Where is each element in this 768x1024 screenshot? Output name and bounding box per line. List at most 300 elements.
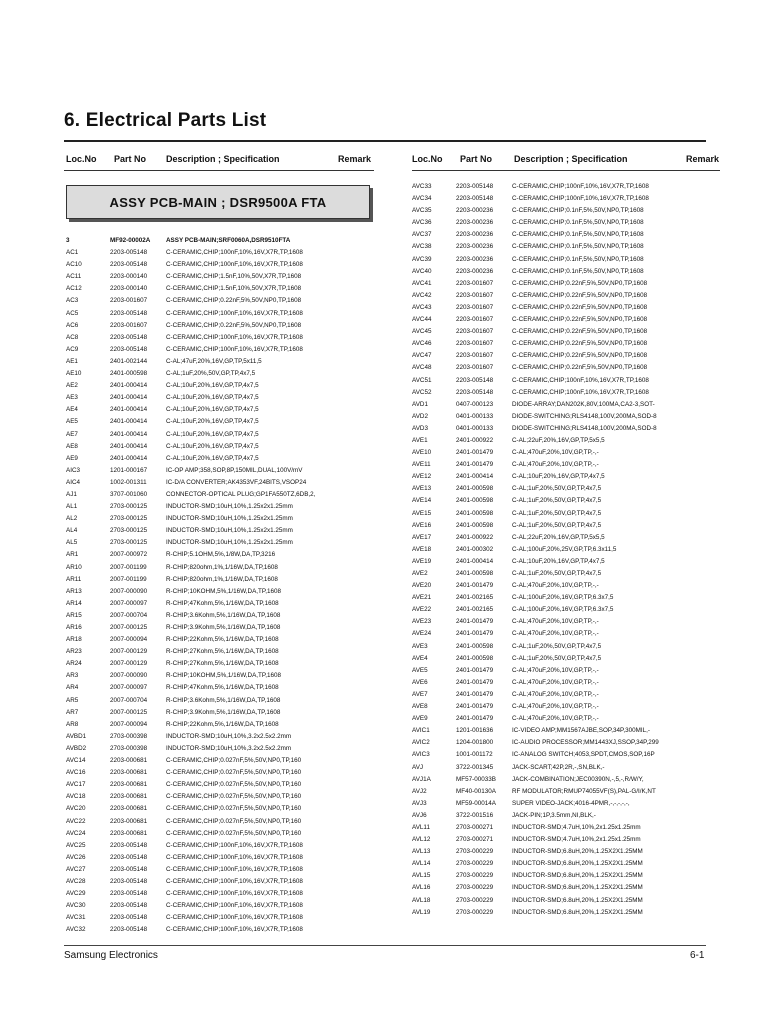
row-loc-no: AE10 (66, 370, 82, 378)
row-description: INDUCTOR-SMD;4.7uH,10%,2x1.25x1.25mm (512, 836, 641, 844)
row-part-no: 2401-000922 (456, 533, 494, 541)
row-description: C-AL;1uF,20%,50V,GP,TP,4x7,5 (512, 485, 602, 493)
table-row (64, 888, 374, 900)
row-part-no: 2007-000097 (110, 684, 148, 692)
row-part-no: 2401-000414 (110, 394, 148, 402)
table-row (412, 483, 720, 495)
row-description: C-CERAMIC,CHIP;0.027nF,5%,50V,NP0,TP,160 (166, 793, 302, 801)
row-description: C-AL;10uF,20%,16V,GP,TP,4x7,5 (166, 430, 259, 438)
row-part-no: 2703-000125 (110, 527, 148, 535)
row-part-no: 2007-000704 (110, 696, 148, 704)
table-row (412, 858, 720, 870)
row-part-no: 2401-000922 (456, 436, 494, 444)
row-loc-no: AL1 (66, 503, 78, 511)
table-row (64, 682, 374, 694)
row-description: C-CERAMIC,CHIP;0.027nF,5%,50V,NP0,TP,160 (166, 781, 302, 789)
row-description: INDUCTOR-SMD;4.7uH,10%,2x1.25x1.25mm (512, 823, 641, 831)
row-description: INDUCTOR-SMD;6.8uH,20%,1.25X2X1.25MM (512, 872, 643, 880)
left-column (64, 146, 374, 936)
table-row (64, 259, 374, 271)
row-description: DIODE-SWITCHING;RLS4148,100V,200MA,SOD-8 (512, 412, 657, 420)
table-row (412, 508, 720, 520)
row-loc-no: AVC14 (66, 757, 86, 765)
table-row (412, 362, 720, 374)
table-row (64, 646, 374, 658)
row-part-no: 2703-000229 (456, 872, 494, 880)
table-row (412, 411, 720, 423)
table-row (412, 677, 720, 689)
row-loc-no: AR1 (66, 551, 79, 559)
row-part-no: 3722-001516 (456, 811, 494, 819)
table-row (64, 525, 374, 537)
row-part-no: 2203-000681 (110, 781, 148, 789)
table-row (412, 338, 720, 350)
row-description: R-CHIP;3.6Kohm,5%,1/16W,DA,TP,1608 (166, 696, 281, 704)
row-loc-no: AVC43 (412, 303, 432, 311)
row-part-no: 2203-005148 (456, 183, 494, 190)
row-loc-no: AVE2 (412, 570, 428, 577)
row-description: C-AL;470uF,20%,10V,GP,TP,-,- (512, 461, 599, 469)
table-row (412, 628, 720, 640)
row-description: JACK-COMBINATION;JEC00390N,-,5,-,R/W/Y, (512, 775, 644, 783)
row-loc-no: AE7 (66, 430, 78, 438)
table-row (412, 447, 720, 459)
table-row (412, 774, 720, 786)
row-part-no: 2401-001479 (456, 678, 494, 686)
row-loc-no: AVIC3 (412, 751, 430, 759)
table-row (412, 290, 720, 302)
row-description: C-CERAMIC,CHIP;0.22nF,5%,50V,NP0,TP,1608 (166, 321, 302, 329)
row-loc-no: AVE12 (412, 473, 432, 481)
row-part-no: 2401-000598 (456, 509, 494, 517)
row-description: C-AL;470uF,20%,10V,GP,TP,-,- (512, 678, 599, 686)
row-description: C-CERAMIC,CHIP;0.22nF,5%,50V,NP0,TP,1608 (512, 303, 648, 311)
table-row (64, 562, 374, 574)
row-part-no: MF40-00130A (456, 787, 496, 795)
row-description: C-CERAMIC,CHIP;0.1nF,5%,50V,NP0,TP,1608 (512, 267, 644, 275)
row-part-no: MF92-00002A (110, 237, 151, 244)
row-part-no: 2401-001479 (456, 630, 494, 638)
row-loc-no: AVL15 (412, 872, 431, 880)
row-part-no: 2401-001479 (456, 715, 494, 723)
row-description: C-AL;10uF,20%,16V,GP,TP,4x7,5 (166, 418, 259, 426)
table-row (64, 356, 374, 368)
row-description: C-AL;1uF,20%,50V,GP,TP,4x7,5 (512, 642, 602, 650)
row-part-no: MF57-00033B (456, 775, 496, 783)
row-loc-no: AVL18 (412, 896, 431, 904)
row-loc-no: AVE18 (412, 545, 432, 553)
row-part-no: 2203-000236 (456, 207, 494, 215)
row-loc-no: AE9 (66, 454, 78, 462)
row-loc-no: AC5 (66, 309, 79, 317)
row-part-no: 2203-001607 (456, 303, 494, 311)
row-description: C-CERAMIC,CHIP;100nF,10%,16V,X7R,TP,1608 (166, 865, 303, 873)
right-parts-list (412, 181, 720, 919)
table-row (64, 477, 374, 489)
row-loc-no: AVL16 (412, 884, 431, 892)
table-row (412, 907, 720, 919)
row-part-no: 2703-000271 (456, 836, 494, 844)
row-description: C-CERAMIC,CHIP;0.1nF,5%,50V,NP0,TP,1608 (512, 207, 644, 215)
row-part-no: 2203-000140 (110, 285, 148, 293)
row-description: C-AL;470uF,20%,10V,GP,TP,-,- (512, 582, 599, 590)
row-description: R-CHIP;3.6Kohm,5%,1/16W,DA,TP,1608 (166, 611, 281, 619)
table-row (412, 749, 720, 761)
table-row (64, 283, 374, 295)
table-row (412, 762, 720, 774)
row-part-no: 1201-000167 (110, 466, 148, 474)
row-description: C-CERAMIC,CHIP;0.1nF,5%,50V,NP0,TP,1608 (512, 255, 644, 263)
row-description: R-CHIP;27Kohm,5%,1/16W,DA,TP,1608 (166, 660, 279, 668)
row-loc-no: AVE7 (412, 690, 428, 698)
row-description: C-AL;10uF,20%,16V,GP,TP,4x7,5 (512, 557, 605, 565)
table-row (64, 247, 374, 259)
row-description: INDUCTOR-SMD;6.8uH,20%,1.25X2X1.25MM (512, 884, 643, 892)
row-description: JACK-PIN;1P,3.5mm,NI,BLK,- (512, 811, 596, 819)
table-row (412, 834, 720, 846)
row-part-no: 2401-002144 (110, 357, 148, 365)
row-description: C-CERAMIC,CHIP;100nF,10%,16V,X7R,TP,1608 (166, 345, 303, 353)
table-row (64, 767, 374, 779)
row-loc-no: AVC45 (412, 328, 432, 336)
table-row (412, 350, 720, 362)
row-description: C-AL;470uF,20%,10V,GP,TP,-,- (512, 690, 599, 698)
row-part-no: 2203-005148 (110, 902, 148, 910)
row-loc-no: AR4 (66, 684, 79, 692)
row-part-no: MF59-00014A (456, 799, 496, 807)
row-description: C-CERAMIC,CHIP;100nF,10%,16V,X7R,TP,1608 (512, 195, 649, 203)
table-row (64, 610, 374, 622)
row-description: INDUCTOR-SMD;6.8uH,20%,1.25X2X1.25MM (512, 896, 643, 904)
table-row (412, 616, 720, 628)
row-loc-no: AVC16 (66, 769, 86, 777)
row-loc-no: AVE3 (412, 642, 428, 650)
row-part-no: 2401-000598 (456, 485, 494, 493)
table-row (412, 882, 720, 894)
table-row (412, 665, 720, 677)
row-loc-no: AVC31 (66, 914, 86, 922)
row-part-no: 2007-000090 (110, 672, 148, 680)
row-description: INDUCTOR-SMD;6.8uH,20%,1.25X2X1.25MM (512, 860, 643, 868)
row-loc-no: AR5 (66, 696, 79, 704)
row-loc-no: AVC33 (412, 183, 432, 190)
table-row (64, 634, 374, 646)
row-part-no: 2401-000302 (456, 545, 494, 553)
row-description: R-CHIP;820ohm,1%,1/16W,DA,TP,1608 (166, 563, 278, 571)
row-part-no: 2401-001479 (456, 618, 494, 626)
row-description: C-AL;1uF,20%,50V,GP,TP,4x7,5 (512, 497, 602, 505)
footer-rule (64, 945, 706, 946)
row-loc-no: AVC28 (66, 877, 86, 885)
row-loc-no: AJ1 (66, 490, 77, 498)
row-loc-no: AVE23 (412, 618, 432, 626)
row-description: R-CHIP;27Kohm,5%,1/16W,DA,TP,1608 (166, 648, 279, 656)
row-loc-no: AVJ (412, 763, 424, 771)
row-description: C-AL;470uF,20%,10V,GP,TP,-,- (512, 449, 599, 457)
row-part-no: 2401-002165 (456, 594, 494, 602)
table-row (64, 574, 374, 586)
row-loc-no: AVC30 (66, 902, 86, 910)
row-loc-no: AVC41 (412, 279, 432, 287)
row-description: C-CERAMIC,CHIP;0.1nF,5%,50V,NP0,TP,1608 (512, 231, 644, 239)
table-row (412, 568, 720, 580)
row-part-no: 2203-001607 (456, 328, 494, 336)
row-description: C-CERAMIC,CHIP;100nF,10%,16V,X7R,TP,1608 (166, 841, 303, 849)
row-part-no: 2007-000094 (110, 720, 148, 728)
row-part-no: 2203-000236 (456, 255, 494, 263)
table-row (64, 416, 374, 428)
table-row (412, 895, 720, 907)
row-description: C-AL;1uF,20%,50V,GP,TP,4x7,5 (512, 654, 602, 662)
row-part-no: 2401-001479 (456, 449, 494, 457)
row-description: C-AL;1uF,20%,50V,GP,TP,4x7,5 (512, 509, 602, 517)
row-part-no: 2401-000414 (456, 557, 494, 565)
row-description: C-CERAMIC,CHIP;0.027nF,5%,50V,NP0,TP,160 (166, 805, 302, 813)
row-loc-no: AVC34 (412, 195, 432, 203)
row-description: C-AL;1uF,20%,50V,GP,TP,4x7,5 (512, 521, 602, 529)
row-description: INDUCTOR-SMD;10uH,10%,3.2x2.5x2.2mm (166, 744, 292, 752)
row-description: INDUCTOR-SMD;10uH,10%,3.2x2.5x2.2mm (166, 732, 292, 740)
row-description: C-CERAMIC,CHIP;1.5nF,10%,50V,X7R,TP,1608 (166, 273, 302, 281)
row-loc-no: AVC37 (412, 231, 432, 239)
row-description: R-CHIP;820ohm,1%,1/16W,DA,TP,1608 (166, 575, 278, 583)
row-description: C-AL;10uF,20%,16V,GP,TP,4x7,5 (512, 473, 605, 481)
table-row (64, 380, 374, 392)
table-row (64, 513, 374, 525)
row-description: R-CHIP;10KOHM,5%,1/16W,DA,TP,1608 (166, 672, 282, 680)
row-part-no: 2203-005148 (110, 890, 148, 898)
row-loc-no: AVC18 (66, 793, 86, 801)
row-loc-no: AVC35 (412, 207, 432, 215)
row-description: IC-VIDEO AMP;MM1567AJBE,SOP,34P,300MIL,- (512, 727, 651, 735)
table-row (64, 344, 374, 356)
row-loc-no: AL2 (66, 515, 78, 523)
row-part-no: 1204-001800 (456, 739, 494, 747)
table-row (64, 707, 374, 719)
row-description: C-CERAMIC,CHIP;0.22nF,5%,50V,NP0,TP,1608 (512, 340, 648, 348)
table-row (412, 556, 720, 568)
row-part-no: 2203-000681 (110, 829, 148, 837)
row-description: C-AL;1uF,20%,50V,GP,TP,4x7,5 (512, 570, 602, 577)
row-description: SUPER VIDEO-JACK;4016-4PMR,-,-,-,-,-, (512, 799, 630, 807)
row-part-no: 2203-000681 (110, 793, 148, 801)
row-part-no: 2203-000681 (110, 805, 148, 813)
row-loc-no: AVE17 (412, 533, 432, 541)
row-description: C-CERAMIC,CHIP;100nF,10%,16V,X7R,TP,1608 (166, 853, 303, 861)
table-row (64, 235, 374, 247)
row-description: C-CERAMIC,CHIP;0.22nF,5%,50V,NP0,TP,1608 (512, 291, 648, 299)
table-row (412, 870, 720, 882)
row-description: RF MODULATOR;RMUP74055VF(S),PAL-G/I/K,NT (512, 787, 656, 795)
row-loc-no: AVE6 (412, 678, 428, 686)
row-loc-no: AVC27 (66, 865, 86, 873)
row-loc-no: AL4 (66, 527, 78, 535)
row-part-no: 2401-001479 (456, 461, 494, 469)
row-loc-no: AVE20 (412, 582, 432, 590)
row-part-no: 2401-000414 (110, 442, 148, 450)
row-loc-no: AR18 (66, 636, 82, 644)
row-part-no: 2401-000598 (456, 654, 494, 662)
row-loc-no: AR16 (66, 624, 82, 631)
row-loc-no: AVJ1A (412, 775, 431, 783)
row-part-no: 2203-001607 (456, 364, 494, 372)
row-description: INDUCTOR-SMD;10uH,10%,1.25x2x1.25mm (166, 527, 293, 535)
row-part-no: 2203-000236 (456, 219, 494, 227)
row-loc-no: AVJ6 (412, 811, 427, 819)
row-part-no: 2007-000090 (110, 587, 148, 595)
row-loc-no: AVJ2 (412, 787, 427, 795)
row-part-no: 2203-000681 (110, 757, 148, 765)
table-row (64, 368, 374, 380)
row-part-no: 2203-005148 (456, 388, 494, 396)
table-row (412, 435, 720, 447)
row-part-no: 2203-005148 (110, 261, 148, 269)
row-part-no: 2703-000229 (456, 896, 494, 904)
table-row (64, 670, 374, 682)
row-part-no: 2203-005148 (110, 249, 148, 257)
row-part-no: 2401-000414 (110, 454, 148, 462)
table-header (412, 146, 720, 164)
table-row (64, 658, 374, 670)
row-part-no: 2203-001607 (456, 279, 494, 287)
row-description: C-CERAMIC,CHIP;100nF,10%,16V,X7R,TP,1608 (166, 902, 303, 910)
row-part-no: 2703-000229 (456, 908, 494, 916)
row-part-no: 2203-000236 (456, 243, 494, 251)
assy-title-box: ASSY PCB-MAIN ; DSR9500A FTA (66, 185, 370, 219)
table-row (412, 846, 720, 858)
row-loc-no: AVE16 (412, 521, 432, 529)
row-description: C-AL;10uF,20%,16V,GP,TP,4x7,5 (166, 394, 259, 402)
table-row (412, 798, 720, 810)
row-loc-no: AVC24 (66, 829, 86, 837)
row-part-no: 2203-005148 (110, 345, 148, 353)
table-row (412, 314, 720, 326)
row-part-no: 2203-000681 (110, 769, 148, 777)
row-part-no: 2007-001199 (110, 563, 147, 571)
row-description: C-CERAMIC,CHIP;100nF,10%,16V,X7R,TP,1608 (166, 261, 303, 269)
footer-page-number: 6-1 (690, 950, 705, 961)
row-description: CONNECTOR-OPTICAL PLUG;GP1FA550TZ,6DB,2, (166, 490, 316, 498)
row-loc-no: AR23 (66, 648, 82, 656)
row-part-no: 2203-005148 (110, 877, 148, 885)
table-row (412, 266, 720, 278)
row-description: INDUCTOR-SMD;10uH,10%,1.25x2x1.25mm (166, 539, 293, 547)
row-part-no: 2703-000125 (110, 515, 148, 523)
table-row (412, 520, 720, 532)
row-loc-no: AVC46 (412, 340, 432, 348)
row-description: R-CHIP;5.1OHM,5%,1/8W,DA,TP,3216 (166, 551, 276, 559)
row-loc-no: AC3 (66, 297, 79, 305)
row-description: C-CERAMIC,CHIP;100nF,10%,16V,X7R,TP,1608 (166, 309, 303, 317)
table-row (64, 320, 374, 332)
row-description: C-AL;100uF,20%,16V,GP,TP,6.3x7,5 (512, 594, 614, 602)
row-loc-no: AR7 (66, 708, 79, 716)
table-row (64, 622, 374, 634)
row-loc-no: AVE8 (412, 703, 428, 711)
row-part-no: 2007-000972 (110, 551, 148, 559)
row-loc-no: AVC25 (66, 841, 86, 849)
row-loc-no: AVE4 (412, 654, 428, 662)
row-description: JACK-SCART;42P,2R,-,SN,BLK,- (512, 763, 605, 771)
left-parts-list (64, 235, 374, 936)
row-part-no: 2401-001479 (456, 690, 494, 698)
row-description: C-AL;10uF,20%,16V,GP,TP,4x7,5 (166, 442, 259, 450)
row-part-no: 2203-005148 (110, 865, 148, 873)
row-description: C-CERAMIC,CHIP;0.027nF,5%,50V,NP0,TP,160 (166, 757, 302, 765)
row-description: DIODE-ARRAY;DAN202K,80V,100MA,CA2-3,SOT- (512, 400, 655, 408)
header-part: Part No (460, 154, 493, 164)
header-rule (64, 170, 374, 171)
row-loc-no: AVE9 (412, 715, 428, 723)
row-loc-no: AE2 (66, 382, 78, 390)
row-part-no: 2401-000598 (110, 370, 148, 378)
table-row (64, 828, 374, 840)
page-title: 6. Electrical Parts List (64, 110, 267, 131)
table-row (412, 580, 720, 592)
row-description: C-AL;22uF,20%,16V,GP,TP,5x5,5 (512, 436, 605, 444)
row-description: C-AL;10uF,20%,16V,GP,TP,4x7,5 (166, 406, 259, 414)
table-row (412, 375, 720, 387)
row-description: IC-ANALOG SWITCH;4053,SPDT,CMOS,SOP,16P (512, 751, 655, 759)
row-loc-no: AVD2 (412, 412, 428, 420)
row-loc-no: AVE5 (412, 666, 428, 674)
table-row (64, 840, 374, 852)
row-description: ASSY PCB-MAIN;SRF0060A,DSR9510FTA (166, 237, 291, 244)
row-loc-no: AE1 (66, 357, 78, 365)
row-part-no: 2203-000236 (456, 267, 494, 275)
row-loc-no: AR8 (66, 720, 79, 728)
row-description: C-CERAMIC,CHIP;100nF,10%,16V,X7R,TP,1608 (166, 249, 303, 257)
table-row (412, 193, 720, 205)
row-loc-no: AVC22 (66, 817, 86, 825)
row-loc-no: AVE15 (412, 509, 432, 517)
row-loc-no: AR11 (66, 575, 82, 583)
table-row (412, 241, 720, 253)
row-description: C-AL;100uF,20%,25V,GP,TP,6.3x11,5 (512, 545, 617, 553)
row-part-no: 2401-000598 (456, 497, 494, 505)
row-loc-no: AVIC1 (412, 727, 430, 735)
row-loc-no: AVL13 (412, 848, 431, 856)
row-description: C-AL;470uF,20%,10V,GP,TP,-,- (512, 715, 599, 723)
row-description: R-CHIP;10KOHM,5%,1/16W,DA,TP,1608 (166, 587, 282, 595)
row-part-no: 2401-000598 (456, 521, 494, 529)
row-loc-no: AVC47 (412, 352, 432, 360)
row-loc-no: AVC26 (66, 853, 86, 861)
row-loc-no: AVC48 (412, 364, 432, 372)
row-loc-no: AVE22 (412, 606, 432, 614)
row-loc-no: 3 (66, 237, 70, 244)
row-loc-no: AVC20 (66, 805, 86, 813)
table-row (64, 586, 374, 598)
header-loc: Loc.No (66, 154, 97, 164)
row-part-no: 2203-005148 (110, 926, 148, 934)
table-row (412, 205, 720, 217)
row-loc-no: AVC44 (412, 316, 432, 324)
row-loc-no: AVC52 (412, 388, 432, 396)
row-description: C-CERAMIC,CHIP;0.22nF,5%,50V,NP0,TP,1608 (512, 316, 648, 324)
table-row (64, 392, 374, 404)
table-row (64, 900, 374, 912)
row-description: R-CHIP;47Kohm,5%,1/16W,DA,TP,1608 (166, 684, 279, 692)
row-part-no: 2703-000271 (456, 823, 494, 831)
row-description: C-CERAMIC,CHIP;100nF,10%,16V,X7R,TP,1608 (166, 914, 303, 922)
table-row (412, 713, 720, 725)
row-loc-no: AC1 (66, 249, 79, 257)
row-part-no: 2203-005148 (110, 914, 148, 922)
table-row (64, 332, 374, 344)
table-row (64, 755, 374, 767)
table-row (64, 549, 374, 561)
